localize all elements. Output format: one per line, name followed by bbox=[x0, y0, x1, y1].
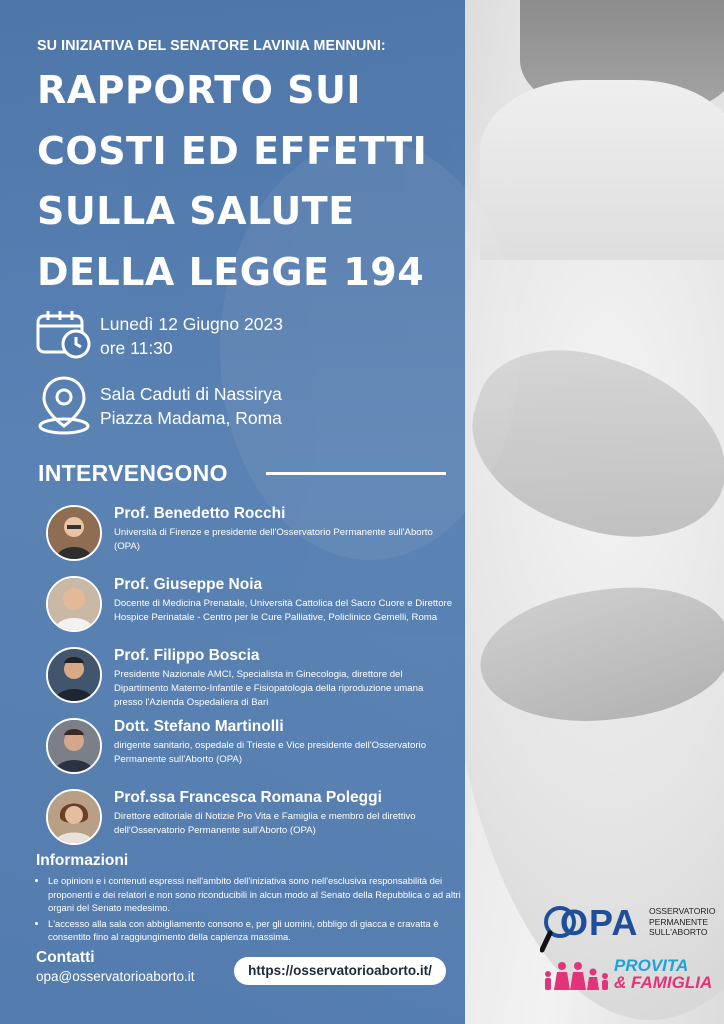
event-time: ore 11:30 bbox=[100, 338, 173, 358]
opa-logo bbox=[540, 900, 720, 960]
info-heading: Informazioni bbox=[36, 852, 129, 869]
title-line: SULLA SALUTE bbox=[37, 189, 355, 233]
opa-mark: OPA bbox=[560, 902, 639, 943]
event-venue: Sala Caduti di Nassirya bbox=[100, 384, 282, 404]
calendar-clock-icon bbox=[36, 308, 92, 360]
avatar bbox=[46, 718, 102, 774]
speaker-name: Prof. Giuseppe Noia bbox=[114, 576, 263, 593]
speaker-name: Dott. Stefano Martinolli bbox=[114, 718, 284, 735]
page-title bbox=[37, 60, 457, 302]
contacts-heading: Contatti bbox=[36, 949, 95, 966]
title-line: DELLA LEGGE 194 bbox=[37, 249, 425, 294]
avatar bbox=[46, 647, 102, 703]
title-line: COSTI ED EFFETTI bbox=[37, 128, 428, 173]
opa-line: PERMANENTE bbox=[649, 916, 709, 927]
heading-divider bbox=[266, 472, 446, 475]
speaker-description: Direttore editoriale di Notizie Pro Vita e Famiglia e membro del direttivo dell'Osservatorio Permanente sull'Aborto (OPA) bbox=[114, 811, 416, 836]
speaker-description: Università di Firenze e presidente dell'Osservatorio Permanente sull'Aborto (OPA) bbox=[114, 527, 433, 552]
website-link[interactable]: https://osservatorioaborto.it/ bbox=[234, 957, 446, 985]
speaker-description: dirigente sanitario, ospedale di Trieste e Vice presidente dell'Osservatorio Permanente sull'Aborto (OPA) bbox=[114, 740, 427, 765]
opa-text bbox=[649, 906, 715, 938]
list-item: • L'accesso alla sala con abbigliamento consono e, per gli uomini, obbligo di giacca e cravatta è consentito fino al raggiungimento della capienza massima. bbox=[48, 917, 463, 944]
event-location bbox=[100, 382, 282, 430]
family-icon bbox=[540, 958, 610, 998]
provita-subtitle: & FAMIGLIA bbox=[614, 973, 713, 992]
info-list bbox=[36, 874, 463, 946]
speakers-heading: INTERVENGONO bbox=[38, 460, 228, 486]
avatar bbox=[46, 789, 102, 845]
speaker-name: Prof.ssa Francesca Romana Poleggi bbox=[114, 789, 382, 806]
speaker-description: Docente di Medicina Prenatale, Università Cattolica del Sacro Cuore e Direttore Hospice Perinatale - Centro per le Cure Palliative, Policlinico Gemelli, Roma bbox=[114, 598, 453, 623]
location-pin-icon bbox=[36, 374, 92, 436]
list-item: • Le opinioni e i contenuti espressi nell'ambito dell'iniziativa sono nell'esclusiva responsabilità dei proponenti e dei relatori e non sono riconducibili in alcun modo al Senato della Repubblica o ad altri organi del Senato medesimo. bbox=[48, 874, 463, 915]
speaker-name: Prof. Benedetto Rocchi bbox=[114, 505, 286, 522]
event-date: Lunedì 12 Giugno 2023 bbox=[100, 314, 283, 334]
contact-email-link[interactable]: opa@osservatorioaborto.it bbox=[36, 969, 195, 984]
avatar bbox=[46, 576, 102, 632]
kicker: SU INIZIATIVA DEL SENATORE LAVINIA MENNUNI: bbox=[37, 38, 386, 54]
avatar bbox=[46, 505, 102, 561]
opa-line: SULL'ABORTO bbox=[649, 927, 708, 937]
title-line: RAPPORTO SUI bbox=[37, 68, 362, 112]
opa-line: OSSERVATORIO bbox=[649, 906, 716, 916]
provita-title: PROVITA bbox=[614, 956, 689, 975]
event-datetime bbox=[100, 312, 283, 360]
event-address: Piazza Madama, Roma bbox=[100, 408, 282, 428]
speaker-name: Prof. Filippo Boscia bbox=[114, 647, 260, 664]
provita-logo bbox=[540, 954, 720, 1004]
speaker-description: Presidente Nazionale AMCI, Specialista in Ginecologia, direttore del Dipartimento Materno-Infantile e Fisiopatologia della riproduzione umana presso l'Azienda Ospedaliera di Bari bbox=[114, 669, 424, 708]
